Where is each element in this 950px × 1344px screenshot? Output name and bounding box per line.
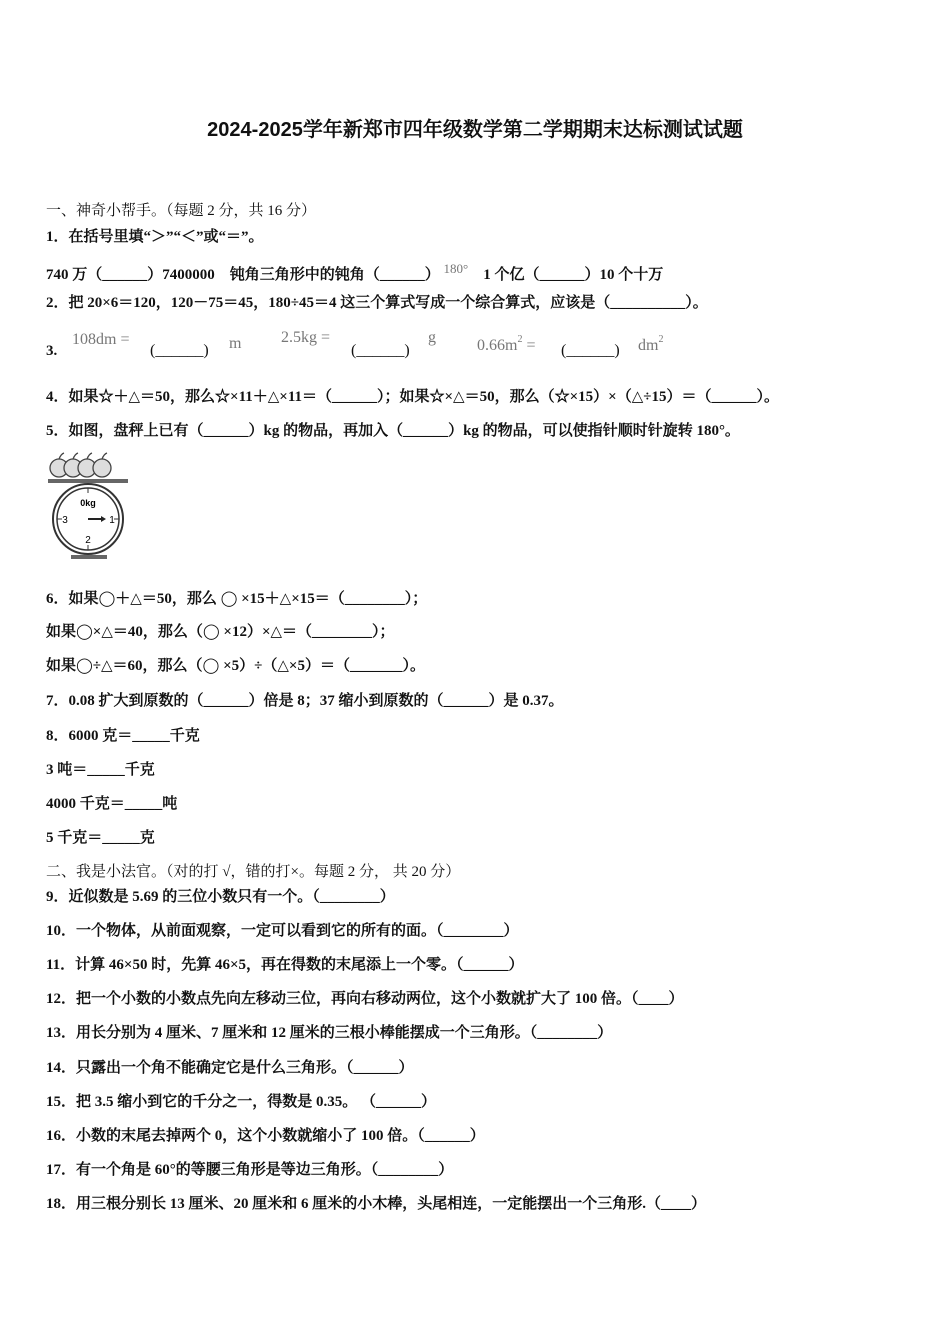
question-8-line-1: 8．6000 克＝_____千克	[46, 728, 200, 744]
question-3	[46, 330, 746, 370]
scale-label-one: 1	[109, 515, 115, 526]
question-6-line-1: 6．如果◯＋△＝50，那么 ◯ ×15＋△×15＝（________）；	[46, 591, 428, 607]
q3-a-blank: (______)	[150, 342, 209, 359]
scale-illustration	[44, 452, 134, 564]
question-4: 4．如果☆＋△＝50，那么☆×11＋△×11＝（______）；如果☆×△＝50，那么（☆×15）×（△÷15）＝（______）。	[46, 389, 779, 405]
question-14: 14．只露出一个角不能确定它是什么三角形。（______）	[46, 1060, 414, 1076]
section-2-heading: 二、我是小法官。（对的打 √，错的打×。每题 2 分， 共 20 分）	[46, 864, 461, 880]
question-6-line-3: 如果◯÷△＝60，那么（◯ ×5）÷（△×5）＝（_______）。	[46, 658, 425, 674]
question-7: 7．0.08 扩大到原数的（______）倍是 8；37 缩小到原数的（______）是 0.37。	[46, 693, 564, 709]
question-11: 11．计算 46×50 时，先算 46×5，再在得数的末尾添上一个零。（______）	[46, 957, 524, 973]
scale-label-zero: 0kg	[80, 498, 96, 508]
question-9: 9．近似数是 5.69 的三位小数只有一个。（________）	[46, 889, 395, 905]
question-8-line-3: 4000 千克＝_____吨	[46, 796, 178, 812]
q3-b-unit: g	[428, 329, 436, 346]
question-13: 13．用长分别为 4 厘米、7 厘米和 12 厘米的三根小棒能摆成一个三角形。（________）	[46, 1025, 613, 1041]
question-16: 16．小数的末尾去掉两个 0，这个小数就缩小了 100 倍。（______）	[46, 1128, 485, 1144]
question-1-items	[46, 259, 663, 285]
question-1-stem: 1．在括号里填“＞”“＜”或“＝”。	[46, 229, 264, 245]
section-1-heading: 一、神奇小帮手。（每题 2 分，共 16 分）	[46, 203, 317, 219]
page-title: 2024-2025学年新郑市四年级数学第二学期期末达标测试试题	[207, 119, 743, 141]
q1-item-b-value: 180°	[443, 261, 469, 276]
apple-icons	[50, 453, 111, 477]
scale-label-two: 2	[85, 535, 91, 546]
question-5: 5．如图，盘秤上已有（______）kg 的物品，再加入（______）kg 的物品，可以使指针顺时针旋转 180°。	[46, 423, 740, 439]
q1-item-c: 1 个亿（______）10 个十万	[483, 267, 664, 283]
q3-a-unit: m	[229, 335, 242, 352]
q3-b-left: 2.5kg =	[281, 329, 331, 346]
question-18: 18．用三根分别长 13 厘米、20 厘米和 6 厘米的小木棒，头尾相连，一定能摆出一个三角形.（____）	[46, 1196, 707, 1212]
q1-item-b: 钝角三角形中的钝角（______）	[229, 267, 440, 283]
question-12: 12．把一个小数的小数点先向左移动三位，再向右移动两位，这个小数就扩大了 100 倍。（____）	[46, 991, 684, 1007]
q3-a-left: 108dm =	[72, 331, 130, 348]
q3-b-blank: (______)	[351, 342, 410, 359]
question-2: 2．把 20×6＝120，120－75＝45，180÷45＝4 这三个算式写成一个综合算式，应该是（__________）。	[46, 295, 708, 311]
question-8-line-4: 5 千克＝_____克	[46, 830, 155, 846]
question-15: 15．把 3.5 缩小到它的千分之一，得数是 0.35。 （______）	[46, 1094, 437, 1110]
q3-c-unit: $dm^2$	[638, 334, 664, 354]
question-8-line-2: 3 吨＝_____千克	[46, 762, 155, 778]
question-6-line-2: 如果◯×△＝40，那么（◯ ×12）×△＝（________）；	[46, 624, 395, 640]
scale-label-three: 3	[62, 515, 68, 526]
q3-c-left: $0.66m^2$ =	[477, 334, 536, 354]
q3-c-blank: (______)	[561, 342, 620, 359]
question-10: 10．一个物体，从前面观察，一定可以看到它的所有的面。（________）	[46, 923, 519, 939]
question-17: 17．有一个角是 60°的等腰三角形是等边三角形。（________）	[46, 1162, 454, 1178]
q3-number: 3.	[46, 343, 58, 359]
q1-item-a: 740 万（______）7400000	[46, 267, 215, 283]
